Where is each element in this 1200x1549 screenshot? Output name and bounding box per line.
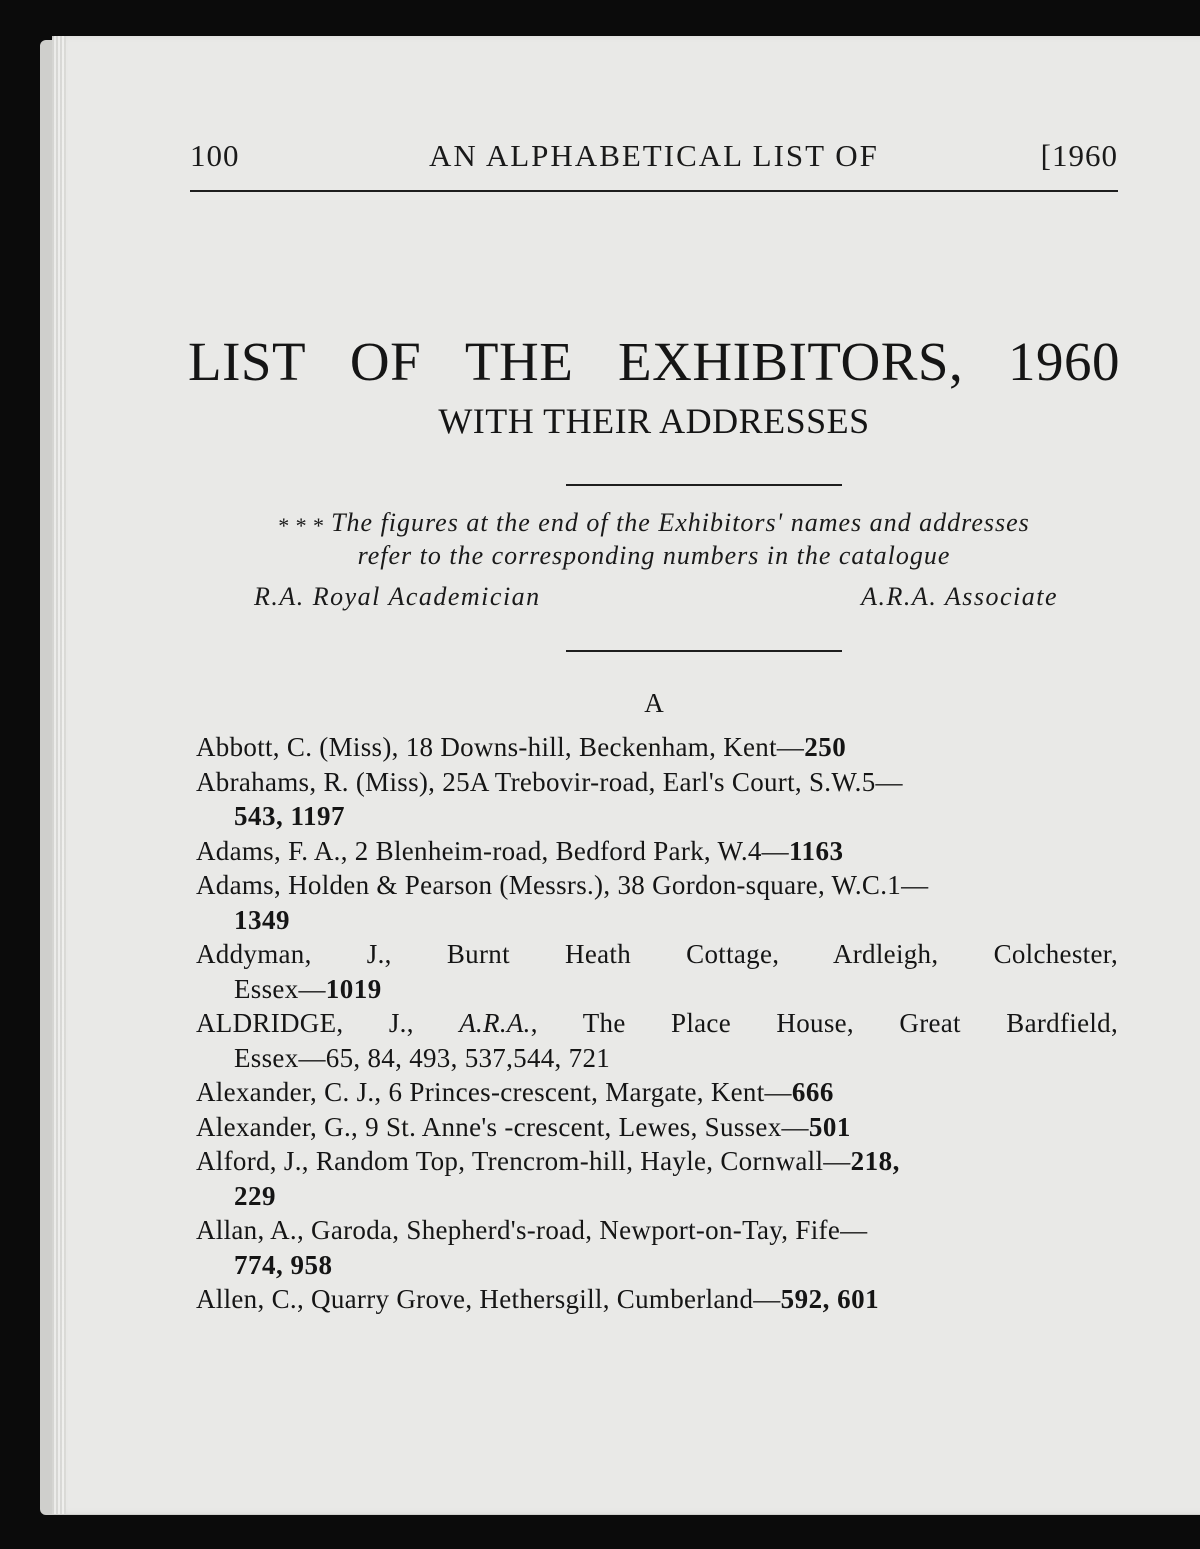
list-item [196,1110,1118,1145]
catalogue-numbers: 666 [791,1077,834,1107]
header-rule [190,190,1118,192]
catalogue-numbers: 1163 [789,835,844,866]
entry-text: Abrahams, R. (Miss), 25A Trebovir-road, Earl's Court, S.W.5— [196,766,903,797]
list-item [196,730,1118,765]
catalogue-note [190,508,1118,571]
entry-text: Alexander, C. J., 6 Princes-crescent, Margate, Kent— [196,1077,792,1107]
note-line-2: refer to the corresponding numbers in the catalogue [357,541,951,570]
abbr-ra: R.A. Royal Academician [254,582,541,611]
page-subtitle: WITH THEIR ADDRESSES [438,401,870,441]
entry-text: , The Place House, Great Bardfield, [530,1008,1118,1038]
list-item [196,1075,1118,1110]
entry-text: Adams, Holden & Pearson (Messrs.), 38 Gordon-square, W.C.1— [196,870,929,900]
catalogue-numbers: 229 [234,1180,276,1211]
list-item [196,1144,1118,1213]
list-item [196,1213,1118,1282]
running-head [190,138,1118,178]
entry-text: Allen, C., Quarry Grove, Hethersgill, Cumberland— [196,1284,781,1314]
entry-text: Essex—65, 84, 493, 537,544, 721 [234,1042,611,1073]
page-title: LIST OF THE EXHIBITORS, 1960 [188,331,1120,392]
catalogue-numbers: 774, 958 [234,1249,333,1280]
catalogue-numbers: 250 [804,732,847,762]
catalogue-numbers: 501 [808,1111,851,1142]
running-head-title: AN ALPHABETICAL LIST OF [429,138,879,173]
divider-rule-bottom [566,650,842,652]
note-line-1: The figures at the end of the Exhibitors' names and addresses [331,508,1030,537]
catalogue-numbers: 1349 [234,904,290,935]
abbr-ara: A.R.A. Associate [861,582,1058,611]
list-item [196,1282,1118,1317]
exhibitor-list [196,730,1118,1317]
entry-text: Alexander, G., 9 St. Anne's -crescent, Lewes, Sussex— [196,1111,809,1142]
running-head-year: [1960 [1040,138,1118,173]
entry-text: Essex— [234,973,326,1004]
entry-text: Alford, J., Random Top, Trencrom-hill, Hayle, Cornwall— [196,1146,851,1176]
entry-text: Allan, A., Garoda, Shepherd's-road, Newport-on-Tay, Fife— [196,1215,868,1245]
catalogue-numbers: 592, 601 [780,1284,880,1314]
list-item [196,1006,1118,1075]
page-number: 100 [190,138,240,173]
catalogue-numbers: 1019 [325,973,382,1004]
entry-text: Adams, F. A., 2 Blenheim-road, Bedford Park, W.4— [196,835,789,866]
list-item [196,834,1118,869]
catalogue-numbers: 543, 1197 [234,801,346,831]
list-item [196,868,1118,937]
asterism: * * * [278,513,326,538]
entry-text: Addyman, J., Burnt Heath Cottage, Ardleigh, Colchester, [196,939,1118,969]
entry-text: ALDRIDGE, J., [196,1008,460,1038]
abbreviation-key [254,582,1058,616]
catalogue-numbers: 218, [850,1146,900,1176]
entry-text: Abbott, C. (Miss), 18 Downs-hill, Beckenham, Kent— [196,732,805,762]
list-item [196,937,1118,1006]
ara-designation: A.R.A. [459,1008,531,1038]
section-letter: A [644,688,664,718]
divider-rule-top [566,484,842,486]
list-item [196,765,1118,834]
